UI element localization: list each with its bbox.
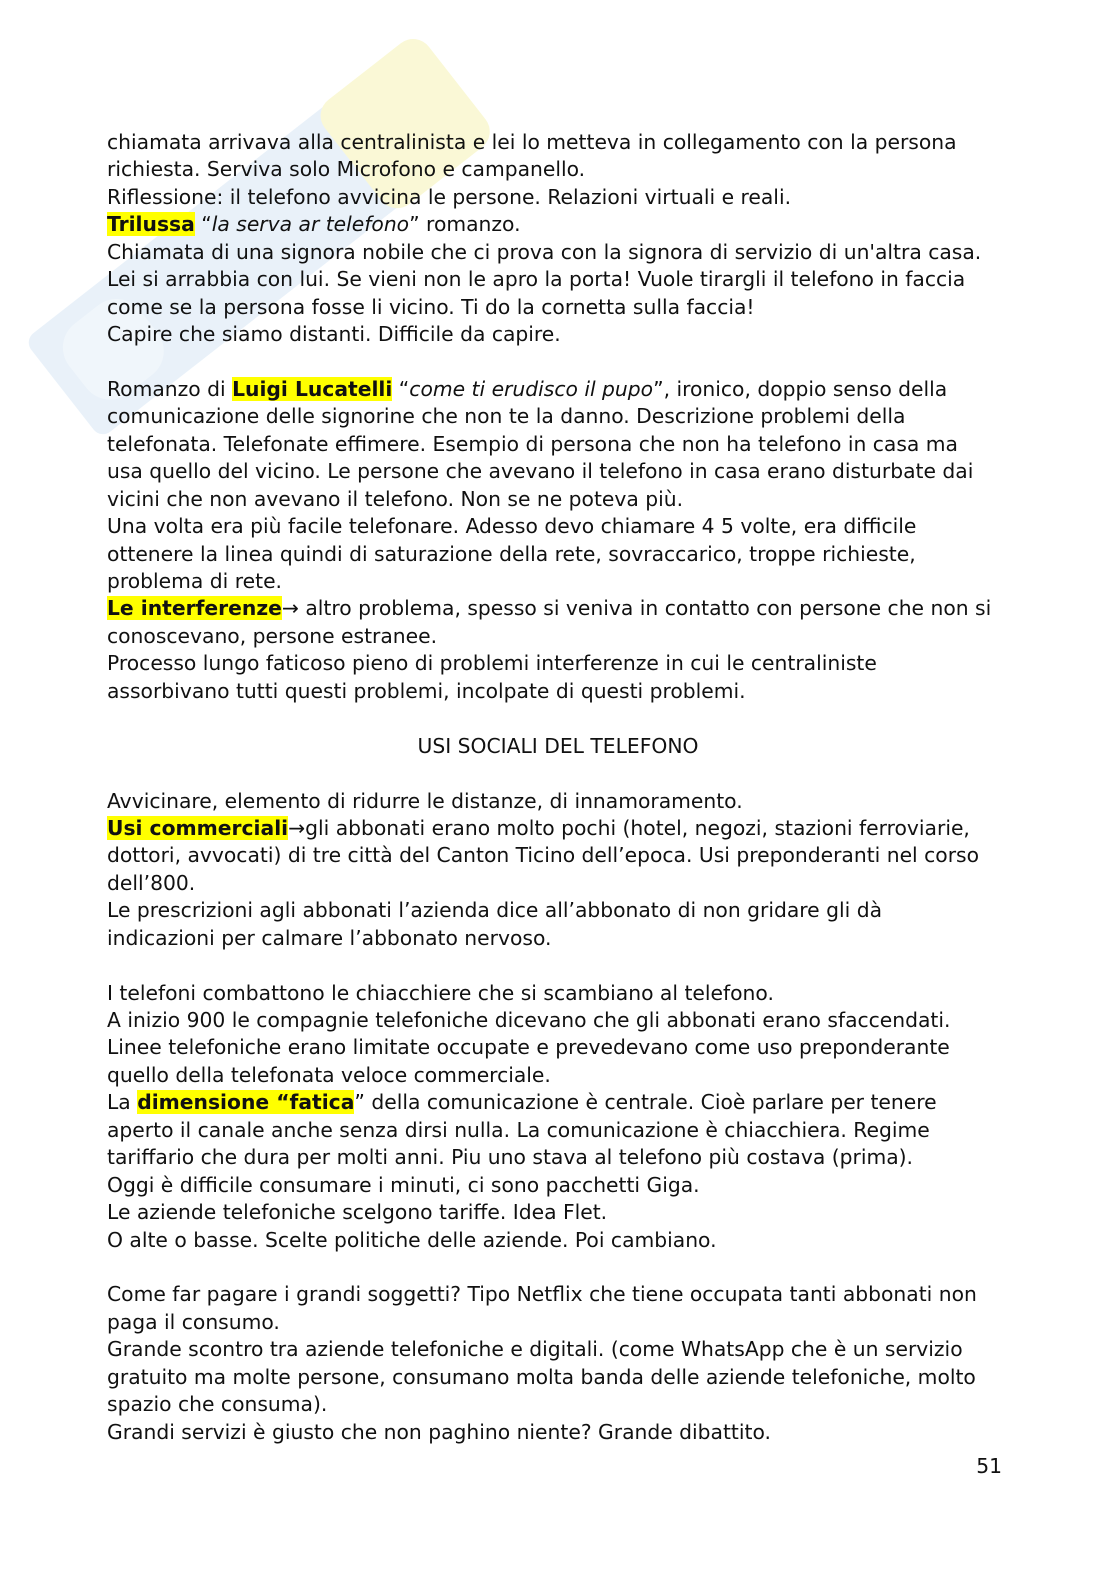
highlighted-term: Le interferenze xyxy=(107,596,282,621)
text-run: Come far pagare i grandi soggetti? Tipo Netflix che tiene occupata tanti abbonati non xyxy=(107,1282,977,1307)
text-line xyxy=(107,1419,1009,1446)
text-run: Romanzo di xyxy=(107,376,233,401)
blank-line xyxy=(107,705,1009,732)
text-run: richiesta. Serviva solo Microfono e campanello. xyxy=(107,157,586,182)
text-line xyxy=(107,184,1009,211)
text-run: usa quello del vicino. Le persone che avevano il telefono in casa erano disturbate dai xyxy=(107,459,974,484)
text-line xyxy=(107,650,1009,677)
text-run: ”, ironico, doppio senso della xyxy=(653,376,948,401)
text-run: conoscevano, persone estranee. xyxy=(107,623,438,648)
text-line xyxy=(107,980,1009,1007)
text-run: Oggi è difficile consumare i minuti, ci sono pacchetti Giga. xyxy=(107,1172,700,1197)
text-run: Lei si arrabbia con lui. Se vieni non le apro la porta! Vuole tirargli il telefono in faccia xyxy=(107,267,966,292)
highlighted-term: Usi commerciali xyxy=(107,815,289,840)
text-line xyxy=(107,1089,1009,1116)
text-line xyxy=(107,815,1009,842)
text-run: Capire che siamo distanti. Difficile da capire. xyxy=(107,322,561,347)
text-run: ” romanzo. xyxy=(409,212,521,237)
text-run: Chiamata di una signora nobile che ci prova con la signora di servizio di un'altra casa. xyxy=(107,239,982,264)
text-run: I telefoni combattono le chiacchiere che si scambiano al telefono. xyxy=(107,980,774,1005)
text-line xyxy=(107,431,1009,458)
text-run: vicini che non avevano il telefono. Non se ne poteva più. xyxy=(107,486,684,511)
text-run: ottenere la linea quindi di saturazione della rete, sovraccarico, troppe richieste, xyxy=(107,541,916,566)
text-line xyxy=(107,458,1009,485)
text-run: Avvicinare, elemento di ridurre le distanze, di innamoramento. xyxy=(107,788,743,813)
text-run: quello della telefonata veloce commerciale. xyxy=(107,1062,551,1087)
text-run: dottori, avvocati) di tre città del Canton Ticino dell’epoca. Usi preponderanti nel corso xyxy=(107,843,980,868)
text-line xyxy=(107,1034,1009,1061)
text-line xyxy=(107,239,1009,266)
text-run: Grande scontro tra aziende telefoniche e digitali. (come WhatsApp che è un servizio xyxy=(107,1337,963,1362)
text-line xyxy=(107,1364,1009,1391)
italic-title: la serva ar telefono xyxy=(211,212,410,237)
section-heading: USI SOCIALI DEL TELEFONO xyxy=(417,733,699,758)
italic-title: come ti erudisco il pupo xyxy=(409,376,654,401)
text-line xyxy=(107,266,1009,293)
text-run: A inizio 900 le compagnie telefoniche dicevano che gli abbonati erano sfaccendati. xyxy=(107,1008,951,1032)
text-line xyxy=(107,1336,1009,1363)
text-run: Una volta era più facile telefonare. Adesso devo chiamare 4 5 volte, era difficile xyxy=(107,514,917,539)
text-run: →gli abbonati erano molto pochi (hotel, negozi, stazioni ferroviarie, xyxy=(288,815,970,840)
text-run: gratuito ma molte persone, consumano molta banda delle aziende telefoniche, molto xyxy=(107,1364,976,1389)
text-run: come se la persona fosse li vicino. Ti do la cornetta sulla faccia! xyxy=(107,294,755,319)
text-run: Linee telefoniche erano limitate occupate e prevedevano come uso preponderante xyxy=(107,1035,950,1060)
text-line xyxy=(107,1391,1009,1418)
text-line xyxy=(107,1227,1009,1254)
text-run: Le aziende telefoniche scelgono tariffe. Idea Flet. xyxy=(107,1200,608,1225)
document-body xyxy=(107,129,1009,1446)
text-run: indicazioni per calmare l’abbonato nervoso. xyxy=(107,925,552,950)
text-run: spazio che consuma). xyxy=(107,1392,328,1417)
text-line xyxy=(107,1199,1009,1226)
text-run: problema di rete. xyxy=(107,569,282,593)
text-line xyxy=(107,678,1009,705)
page-number: 51 xyxy=(976,1454,1002,1478)
text-line xyxy=(107,1117,1009,1144)
text-line xyxy=(107,321,1009,348)
text-run: assorbivano tutti questi problemi, incolpate di questi problemi. xyxy=(107,678,746,703)
text-line xyxy=(107,1309,1009,1336)
text-line xyxy=(107,870,1009,897)
text-line xyxy=(107,925,1009,952)
text-line xyxy=(107,788,1009,815)
text-run: La xyxy=(107,1090,138,1115)
text-run: comunicazione delle signorine che non te la danno. Descrizione problemi della xyxy=(107,404,906,429)
text-line xyxy=(107,294,1009,321)
text-run: “ xyxy=(392,376,410,401)
text-line xyxy=(107,897,1009,924)
text-line xyxy=(107,733,1009,760)
text-line xyxy=(107,595,1009,622)
text-line xyxy=(107,842,1009,869)
text-line xyxy=(107,513,1009,540)
text-run: Processo lungo faticoso pieno di problemi interferenze in cui le centraliniste xyxy=(107,651,877,676)
text-run: tariffario che dura per molti anni. Piu uno stava al telefono più costava (prima). xyxy=(107,1145,914,1170)
text-line xyxy=(107,1062,1009,1089)
highlighted-term: Trilussa xyxy=(107,212,195,237)
highlighted-term: dimensione “fatica xyxy=(137,1090,355,1115)
text-line xyxy=(107,1172,1009,1199)
text-run: chiamata arrivava alla centralinista e lei lo metteva in collegamento con la persona xyxy=(107,130,957,154)
text-run: O alte o basse. Scelte politiche delle aziende. Poi cambiano. xyxy=(107,1227,717,1252)
text-run: Riflessione: il telefono avvicina le persone. Relazioni virtuali e reali. xyxy=(107,184,792,209)
text-run: dell’800. xyxy=(107,870,196,895)
text-line xyxy=(107,1281,1009,1308)
text-run: aperto il canale anche senza dirsi nulla. La comunicazione è chiacchiera. Regime xyxy=(107,1117,930,1142)
text-line xyxy=(107,1144,1009,1171)
text-line xyxy=(107,541,1009,568)
text-run: Grandi servizi è giusto che non paghino niente? Grande dibattito. xyxy=(107,1419,771,1444)
text-run: Le prescrizioni agli abbonati l’azienda dice all’abbonato di non gridare gli dà xyxy=(107,898,882,923)
text-run: “ xyxy=(194,212,212,237)
text-run: telefonata. Telefonate effimere. Esempio di persona che non ha telefono in casa ma xyxy=(107,431,958,456)
text-run: ” della comunicazione è centrale. Cioè parlare per tenere xyxy=(354,1090,937,1115)
text-line xyxy=(107,129,1009,156)
text-line xyxy=(107,486,1009,513)
text-line xyxy=(107,211,1009,238)
text-run: → altro problema, spesso si veniva in contatto con persone che non si xyxy=(281,596,992,621)
text-line xyxy=(107,623,1009,650)
text-line xyxy=(107,156,1009,183)
blank-line xyxy=(107,760,1009,787)
text-line xyxy=(107,403,1009,430)
text-line xyxy=(107,1007,1009,1034)
text-line xyxy=(107,568,1009,595)
text-run: paga il consumo. xyxy=(107,1309,280,1334)
blank-line xyxy=(107,349,1009,376)
blank-line xyxy=(107,1254,1009,1281)
blank-line xyxy=(107,952,1009,979)
text-line xyxy=(107,376,1009,403)
highlighted-term: Luigi Lucatelli xyxy=(232,376,393,401)
